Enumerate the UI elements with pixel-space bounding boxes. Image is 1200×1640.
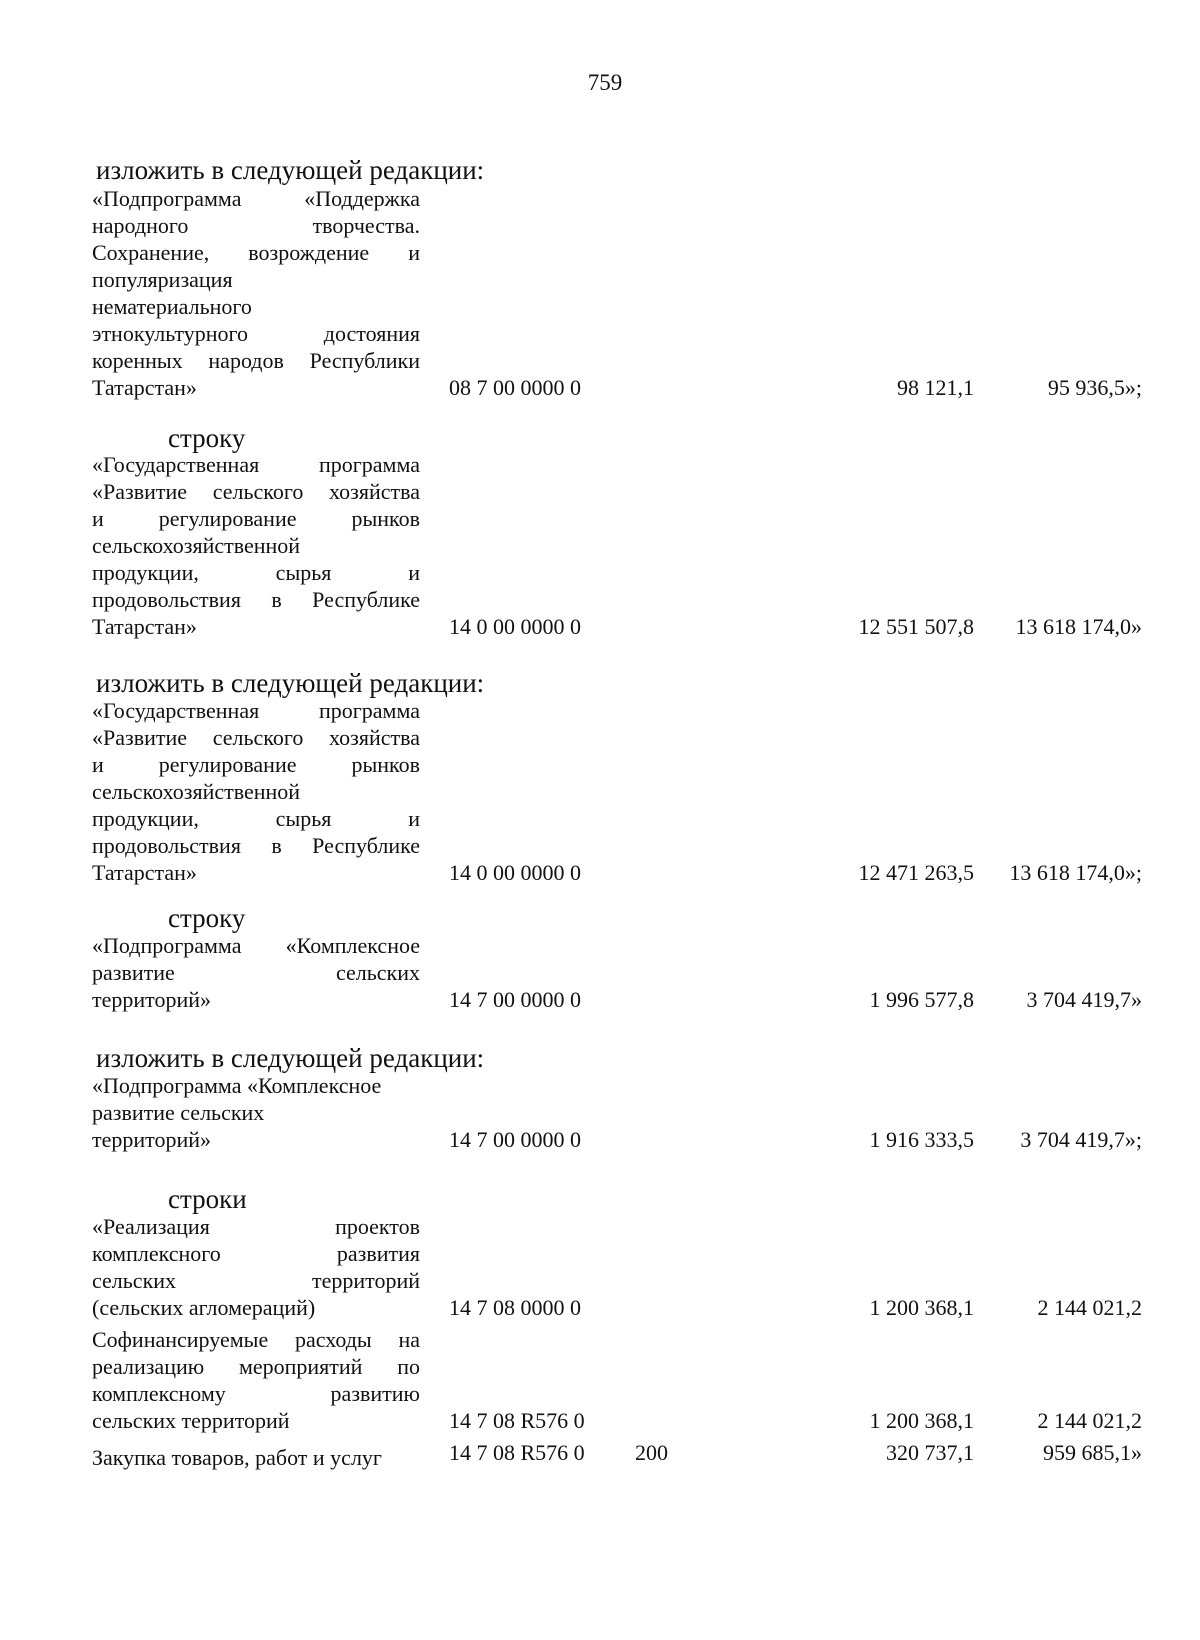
block-heading: изложить в следующей редакции:: [96, 668, 485, 698]
row-name-line: Татарстан»: [92, 614, 197, 639]
row-name-line: Татарстан»: [92, 860, 197, 885]
row-name-line: (сельских агломераций): [92, 1295, 316, 1320]
row-name-line: Закупка товаров, работ и услуг: [92, 1445, 382, 1470]
amount-year-1: 1 996 577,8: [869, 987, 974, 1012]
row-name-line: территорий»: [92, 987, 212, 1012]
row-name: [92, 697, 420, 886]
block-heading: изложить в следующей редакции:: [96, 155, 485, 185]
row-name-line: продовольствия в Республике: [92, 833, 420, 858]
row-name-line: развитие сельских: [92, 1100, 265, 1125]
row-name-line: народного творчества.: [92, 213, 420, 238]
row-name-line: продовольствия в Республике: [92, 587, 420, 612]
row-name-line: «Подпрограмма «Комплексное: [92, 1073, 382, 1098]
row-name: [92, 451, 420, 640]
amount-year-2: 2 144 021,2: [1037, 1408, 1142, 1433]
row-name: [92, 1072, 420, 1153]
row-name-line: территорий»: [92, 1127, 212, 1152]
row-name-line: сельскохозяйственной: [92, 533, 301, 558]
row-name-line: Сохранение, возрождение и: [92, 240, 420, 265]
row-name-line: сельских территорий: [92, 1268, 420, 1293]
row-name-line: и регулирование рынков: [92, 752, 420, 777]
row-name-line: «Подпрограмма «Поддержка: [92, 186, 420, 211]
amount-year-1: 320 737,1: [886, 1440, 974, 1465]
amount-year-1: 1 916 333,5: [869, 1127, 974, 1152]
target-code: 14 0 00 0000 0: [449, 860, 581, 885]
amount-year-1: 1 200 368,1: [869, 1295, 974, 1320]
row-name-line: Софинансируемые расходы на: [92, 1327, 420, 1352]
amount-year-2: 95 936,5»;: [1047, 375, 1142, 400]
row-name-line: «Государственная программа: [92, 452, 420, 477]
target-code: 14 0 00 0000 0: [449, 614, 581, 639]
row-name-line: сельскохозяйственной: [92, 779, 301, 804]
target-code: 14 7 08 R576 0: [449, 1408, 585, 1433]
row-name-line: нематериального: [92, 294, 252, 319]
target-code: 08 7 00 0000 0: [449, 375, 581, 400]
target-code: 14 7 00 0000 0: [449, 987, 581, 1012]
amount-year-2: 959 685,1»: [1043, 1440, 1142, 1465]
amount-year-2: 13 618 174,0»;: [1009, 860, 1142, 885]
row-name-line: «Развитие сельского хозяйства: [92, 725, 420, 750]
target-code: 14 7 08 R576 0: [449, 1440, 585, 1465]
row-name: [92, 932, 420, 1013]
row-name-line: «Подпрограмма «Комплексное: [92, 933, 420, 958]
row-name: [92, 1213, 420, 1321]
row-name-line: «Развитие сельского хозяйства: [92, 479, 420, 504]
page-number: 759: [587, 70, 623, 95]
row-name-line: популяризация: [92, 267, 233, 292]
amount-year-1: 12 551 507,8: [858, 614, 974, 639]
row-name-line: комплексному развитию: [92, 1381, 420, 1406]
block-heading: изложить в следующей редакции:: [96, 1043, 485, 1073]
row-name-line: развитие сельских: [92, 960, 420, 985]
row-name-line: Татарстан»: [92, 375, 197, 400]
target-code: 14 7 08 0000 0: [449, 1295, 581, 1320]
target-code: 14 7 00 0000 0: [449, 1127, 581, 1152]
amount-year-1: 12 471 263,5: [858, 860, 974, 885]
amount-year-1: 1 200 368,1: [869, 1408, 974, 1433]
row-name-line: и регулирование рынков: [92, 506, 420, 531]
block-heading: строки: [168, 1184, 247, 1214]
row-name-line: сельских территорий: [92, 1408, 290, 1433]
amount-year-2: 2 144 021,2: [1037, 1295, 1142, 1320]
row-name-line: комплексного развития: [92, 1241, 420, 1266]
amount-year-2: 3 704 419,7»: [1026, 987, 1142, 1012]
row-name-line: этнокультурного достояния: [92, 321, 420, 346]
row-name-line: «Реализация проектов: [92, 1214, 420, 1239]
row-name: [92, 1444, 420, 1471]
row-name-line: «Государственная программа: [92, 698, 420, 723]
row-name: [92, 185, 420, 401]
row-name-line: продукции, сырья и: [92, 806, 420, 831]
block-heading: строку: [168, 423, 246, 453]
row-name-line: продукции, сырья и: [92, 560, 420, 585]
block-heading: строку: [168, 903, 246, 933]
expense-type-code: 200: [635, 1440, 668, 1465]
amount-year-2: 3 704 419,7»;: [1020, 1127, 1142, 1152]
amount-year-2: 13 618 174,0»: [1015, 614, 1142, 639]
amount-year-1: 98 121,1: [897, 375, 974, 400]
row-name-line: реализацию мероприятий по: [92, 1354, 420, 1379]
row-name-line: коренных народов Республики: [92, 348, 420, 373]
row-name: [92, 1326, 420, 1434]
